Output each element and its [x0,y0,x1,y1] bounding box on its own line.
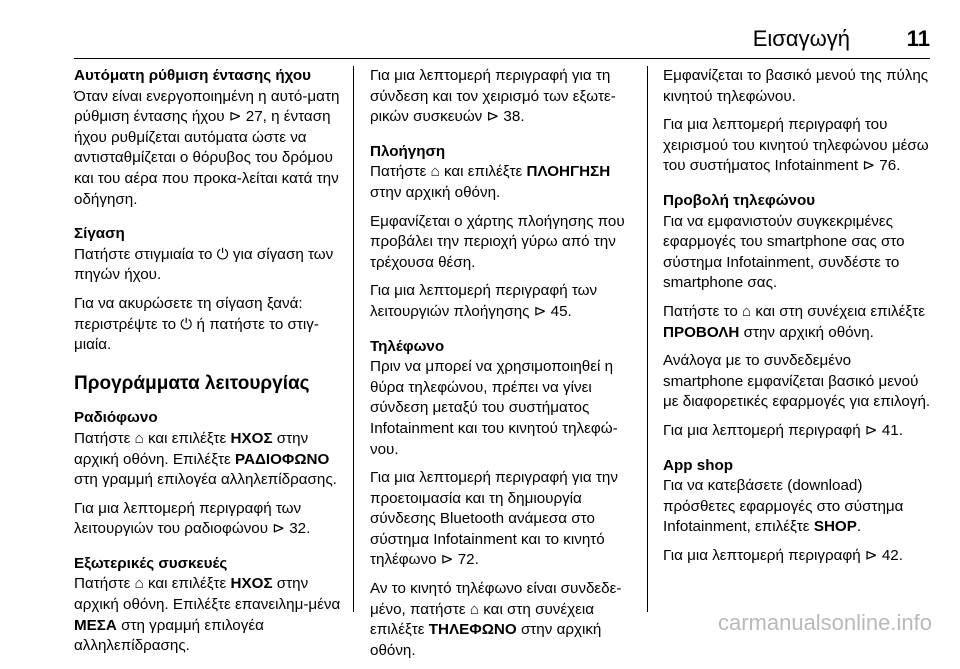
paragraph: Ανάλογα με το συνδεδεμένο smartphone εμφανίζεται βασικό μενού με διαφορετικές εφαρμογές για επιλογή. [663,352,931,411]
section-app-shop [663,456,933,567]
text: και επιλέξτε [439,163,527,181]
paragraph: Για να εμφανιστούν συγκεκριμένες εφαρμογές του smartphone σας στο σύστημα Infotainment, συνδέστε το smartphone σας. [663,212,905,292]
text: στην αρχική οθόνη. [739,323,874,341]
text: στη γραμμή επιλογέα αλληλεπίδρασης. [74,616,264,655]
section-navigation [370,142,640,323]
section-heading: Ραδιόφωνο [74,409,158,427]
paragraph [370,579,640,661]
paragraph: Για μια λεπτομερή περιγραφή των λειτουργιών του ραδιοφώνου ⊳ 32. [74,499,311,538]
text: και στη συνέχεια επιλέξτε [751,302,925,320]
paragraph: Εμφανίζεται το βασικό μενού της πύλης κινητού τηλεφώνου. [663,67,929,105]
text: Πατήστε [370,163,431,181]
text: στη γραμμή επιλογέα αλληλεπίδρασης. [74,471,337,489]
watermark[interactable]: carmanualsonline.info [717,610,932,635]
paragraph [663,302,933,343]
section-phone-projection [663,191,933,442]
section-radio [74,408,346,540]
paragraph [370,162,640,203]
column-middle [370,66,640,669]
section-mute [74,224,346,356]
text: Πατήστε το [663,302,743,320]
home-icon: ⌂ [469,600,480,618]
paragraph: Για μια λεπτομερή περιγραφή ⊳ 42. [663,546,903,564]
text: στην αρχική οθόνη. [370,621,602,659]
page-number: 11 [906,26,930,51]
paragraph [74,429,346,491]
column-right [663,66,933,574]
page-title: Εισαγωγή [752,26,850,51]
paragraph [74,574,346,656]
paragraph: Για μια λεπτομερή περιγραφή για την προετοιμασία και τη δημιουργία σύνδεσης Bluetooth ανάμεσα στο σύστημα Infotainment και το κινητό τηλέφωνο ⊳ 72. [370,469,618,569]
paragraph: Πριν να μπορεί να χρησιμοποιηθεί η θύρα τηλεφώνου, πρέπει να γίνει σύνδεση μεταξύ του συστήματος Infotainment και του κινητού τηλεφώ-νου. [370,358,618,458]
section-auto-volume [74,66,346,210]
text: Πατήστε [74,575,135,593]
text: Αν το κινητό τηλέφωνο είναι συνδεδε-μένο, πατήστε [370,580,622,618]
text: και επιλέξτε [143,575,231,593]
section-heading: Αυτόματη ρύθμιση έντασης ήχου [74,67,311,84]
home-icon: ⌂ [134,429,144,447]
text: στην αρχική οθόνη. [370,183,501,201]
home-icon: ⌂ [742,302,752,320]
keyword: ΠΡΟΒΟΛΗ [663,323,740,341]
page-header [74,26,930,56]
text: και στη συνέχεια επιλέξτε [370,600,595,639]
text: στην αρχική οθόνη. Επιλέξτε επανειλημ-μένα [74,575,341,614]
home-icon: ⌂ [430,163,440,181]
column-divider [353,66,354,612]
section-phone [370,337,640,662]
paragraph [663,476,933,538]
home-icon: ⌂ [134,575,144,593]
paragraph: Πατήστε στιγμιαία το ⏻ για σίγαση των πηγών ήχου. [74,245,334,284]
text: και επιλέξτε [143,429,231,447]
section-heading: Πλοήγηση [370,142,446,160]
section-heading: Εξωτερικές συσκευές [74,554,228,572]
text: . [856,518,862,536]
keyword: ΡΑΔΙΟΦΩΝΟ [234,450,330,468]
column-divider [647,66,648,612]
header-rule [74,58,930,59]
keyword: ΗΧΟΣ [230,429,273,447]
keyword: ΠΛΟΗΓΗΣΗ [526,163,611,181]
keyword: ΗΧΟΣ [230,575,273,593]
paragraph: Για μια λεπτομερή περιγραφή για τη σύνδεση και τον χειρισμό των εξωτε-ρικών συσκευών ⊳ 38. [370,67,616,126]
chapter-heading: Προγράμματα λειτουργίας [74,372,310,394]
section-heading: Σίγαση [74,225,125,243]
paragraph: Για μια λεπτομερή περιγραφή ⊳ 41. [663,421,903,439]
section-heading: Τηλέφωνο [370,337,445,355]
paragraph: Εμφανίζεται ο χάρτης πλοήγησης που προβάλει την περιοχή γύρω από την τρέχουσα θέση. [370,212,625,271]
paragraph: Για μια λεπτομερή περιγραφή των λειτουργιών πλοήγησης ⊳ 45. [370,282,598,320]
paragraph: Όταν είναι ενεργοποιημένη η αυτό-ματη ρύθμιση έντασης ήχου ⊳ 27, η ένταση ήχου ρυθμίζεται αυτόματα ώστε να αντισταθμίζεται ο θόρυβος του δρόμου και του αέρα που προκα-λείται κατά την οδήγηση. [74,87,340,208]
keyword: ΜΕΣΑ [74,616,117,634]
section-heading: Προβολή τηλεφώνου [663,191,816,209]
text: Πατήστε [74,429,135,447]
paragraph: Για να ακυρώσετε τη σίγαση ξανά: περιστρέψτε το ⏻ ή πατήστε το στιγ-μιαία. [74,294,319,354]
paragraph: Για μια λεπτομερή περιγραφή του χειρισμού του κινητού τηλεφώνου μέσω του συστήματος Infotainment ⊳ 76. [663,116,929,175]
section-external-devices [74,554,346,657]
text: Για να κατεβάσετε (download) πρόσθετες εφαρμογές στο σύστημα Infotainment, επιλέξτε [663,477,904,536]
keyword: SHOP [813,518,857,536]
section-heading: App shop [663,456,734,474]
column-left [74,66,346,665]
text: στην αρχική οθόνη. Επιλέξτε [74,429,309,468]
keyword: ΤΗΛΕΦΩΝΟ [428,621,517,639]
